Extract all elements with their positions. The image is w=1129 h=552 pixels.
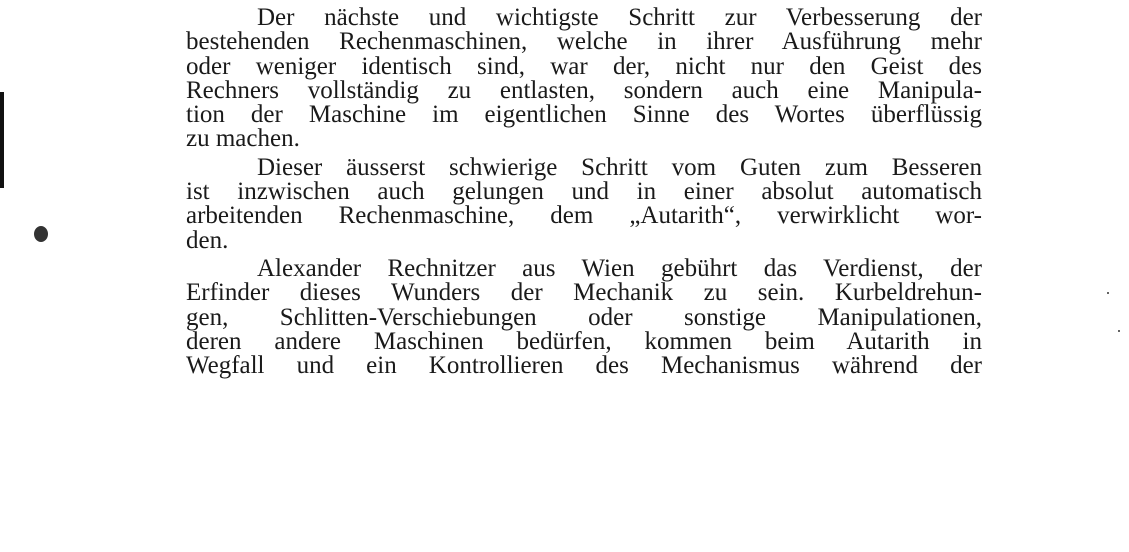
text-line: bestehenden Rechenmaschinen, welche in ihrer Ausführung mehr <box>186 28 982 56</box>
text-line: den. <box>186 226 229 254</box>
scan-edge-mark <box>0 92 4 188</box>
text-line: Alexander Rechnitzer aus Wien gebührt das Verdienst, der <box>257 254 982 282</box>
paragraph <box>186 153 982 254</box>
body-text <box>186 6 982 378</box>
text-line: Rechners vollständig zu entlasten, sondern auch eine Manipula- <box>186 76 982 104</box>
text-line: oder weniger identisch sind, war der, nicht nur den Geist des <box>186 52 982 80</box>
text-line: arbeitenden Rechenmaschine, dem „Autarith“, verwirklicht wor- <box>186 202 982 230</box>
text-line: tion der Maschine im eigentlichen Sinne des Wortes überflüssig <box>186 101 982 129</box>
text-line: zu machen. <box>186 125 300 153</box>
scan-speck <box>1118 330 1120 332</box>
text-line: Erfinder dieses Wunders der Mechanik zu sein. Kurbeldrehun- <box>186 279 982 307</box>
text-line: gen, Schlitten-Verschiebungen oder sonstige Manipulationen, <box>186 303 982 331</box>
text-line: Wegfall und ein Kontrollieren des Mechanismus während der <box>186 352 982 380</box>
text-line: Dieser äusserst schwierige Schritt vom Guten zum Besseren <box>257 153 982 181</box>
paragraph <box>186 254 982 380</box>
paragraph <box>186 6 982 152</box>
scan-blot <box>34 226 48 242</box>
text-line: Der nächste und wichtigste Schritt zur Verbesserung der <box>257 4 982 31</box>
scan-speck <box>1107 292 1109 294</box>
text-line: ist inzwischen auch gelungen und in einer absolut automatisch <box>186 178 982 206</box>
text-line: deren andere Maschinen bedürfen, kommen beim Autarith in <box>186 327 982 355</box>
